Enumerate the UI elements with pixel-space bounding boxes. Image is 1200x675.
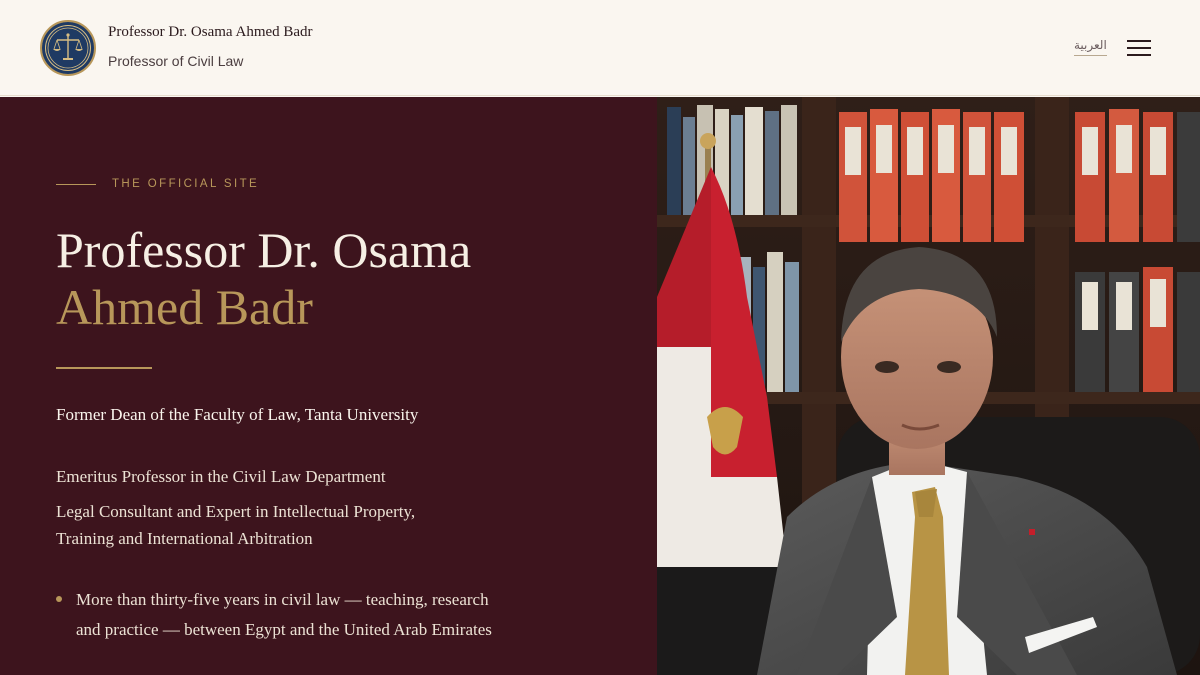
highlight-item: More than thirty-five years in civil law — teaching, research and practice — between Egypt and the United Arab Emirates [76, 590, 492, 639]
hamburger-menu-icon[interactable] [1127, 40, 1153, 58]
bullet-dot-icon [56, 596, 62, 602]
eyebrow-label: THE OFFICIAL SITE [112, 178, 260, 190]
gold-divider [56, 367, 152, 369]
eyebrow-divider [56, 184, 96, 185]
brand-subtitle: Professor of Civil Law [108, 53, 244, 69]
scales-of-justice-logo-icon[interactable] [40, 20, 96, 76]
hero-panel [0, 97, 657, 675]
role-emeritus-professor: Emeritus Professor in the Civil Law Department [56, 467, 386, 486]
role-former-dean: Former Dean of the Faculty of Law, Tanta University [56, 405, 419, 424]
hero-name-line-1: Professor Dr. Osama [56, 222, 472, 278]
language-switch-link[interactable]: العربية [1074, 38, 1107, 56]
hero-name-line-2: Ahmed Badr [56, 279, 313, 335]
site-header [0, 0, 1200, 96]
portrait-photo [657, 97, 1200, 675]
role-legal-consultant: Legal Consultant and Expert in Intellectual Property, Training and International Arbitration [56, 502, 416, 548]
brand-name[interactable]: Professor Dr. Osama Ahmed Badr [108, 24, 313, 40]
